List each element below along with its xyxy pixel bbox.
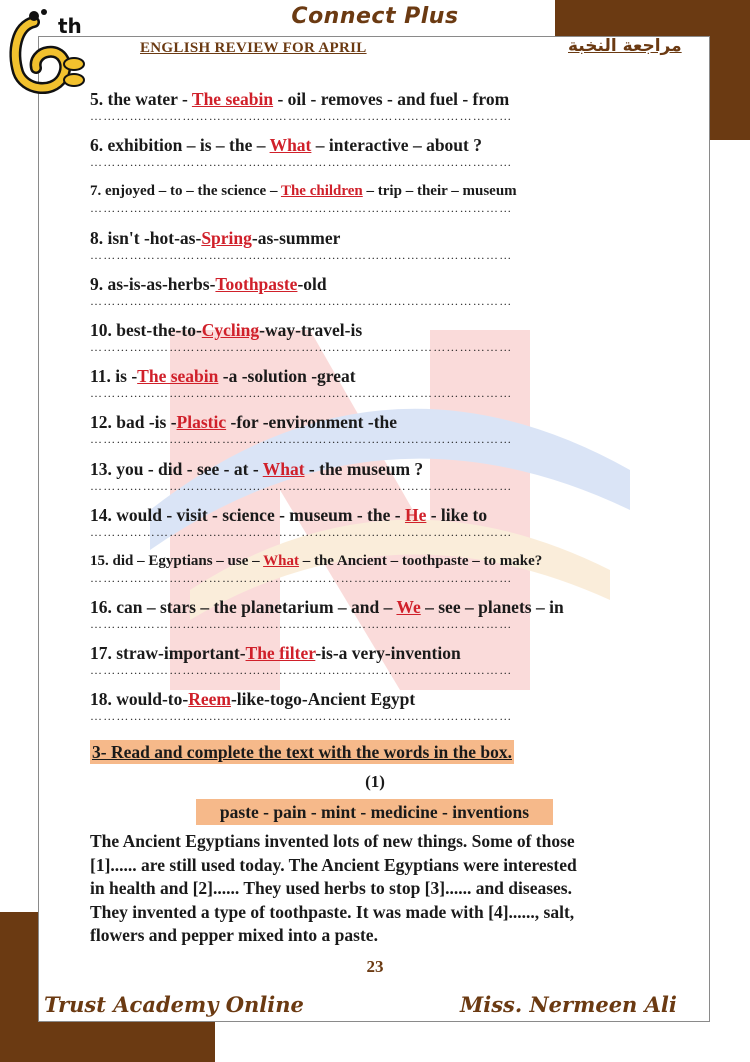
answer-text: Reem (188, 689, 231, 710)
question-item: 8. isn't -hot-as-Spring-as-summer …………………………………………………………………………………… (90, 227, 690, 273)
page-subtitle: ENGLISH REVIEW FOR APRIL (140, 40, 367, 56)
question-item: 12. bad -is -Plastic -for -environment -the …………………………………………………………………………………… (90, 411, 690, 457)
paragraph-line: flowers and pepper mixed into a paste. (90, 925, 378, 945)
answer-text: The seabin (191, 89, 274, 109)
answer-line: …………………………………………………………………………………… (90, 157, 513, 168)
reading-paragraph (90, 830, 690, 948)
answer-text: Plastic (176, 412, 227, 433)
section-title: 3- Read and complete the text with the words in the box. (92, 742, 512, 762)
answer-line: …………………………………………………………………………………… (90, 295, 513, 306)
answer-line: …………………………………………………………………………………… (90, 341, 513, 352)
answer-text: Toothpaste (215, 273, 298, 294)
answer-text: The filter (245, 643, 316, 664)
word-box: paste - pain - mint - medicine - inventions (196, 799, 553, 825)
question-item: 10. best-the-to-Cycling-way-travel-is …………………………………………………………………………………… (90, 319, 690, 365)
answer-line: …………………………………………………………………………………… (90, 434, 513, 445)
question-item: 9. as-is-as-herbs-Toothpaste-old …………………………………………………………………………………… (90, 273, 690, 319)
question-item: 5. the water - The seabin - oil - removes - and fuel - from …………………………………………………………………………………… (90, 88, 690, 134)
page-number: 23 (366, 957, 384, 976)
answer-line: …………………………………………………………………………………… (90, 526, 513, 537)
answer-line: …………………………………………………………………………………… (90, 249, 513, 260)
answer-text: We (396, 597, 421, 618)
answer-line: …………………………………………………………………………………… (90, 665, 513, 676)
question-item: 7. enjoyed – to – the science – The children – trip – their – museum …………………………………………………………………………………… (90, 180, 690, 226)
question-item: 13. you - did - see - at - What - the museum ? …………………………………………………………………………………… (90, 458, 690, 504)
answer-text: Spring (201, 227, 252, 248)
questions-list (90, 88, 690, 735)
answer-text: Cycling (201, 319, 260, 340)
logo-grade-label: th (58, 14, 82, 38)
answer-line: …………………………………………………………………………………… (90, 619, 513, 630)
question-item: 11. is -The seabin -a -solution -great …………………………………………………………………………………… (90, 365, 690, 411)
question-item: 17. straw-important-The filter-is-a very-invention …………………………………………………………………………………… (90, 642, 690, 688)
paragraph-line: They invented a type of toothpaste. It was made with [4]......, salt, (90, 901, 575, 922)
answer-line: …………………………………………………………………………………… (90, 203, 513, 214)
question-item: 15. did – Egyptians – use – What – the Ancient – toothpaste – to make? …………………………………………………………………………………… (90, 552, 543, 583)
answer-text: What (269, 135, 312, 156)
question-item: 6. exhibition – is – the – What – interactive – about ? …………………………………………………………………………………… (90, 134, 690, 180)
arabic-title: مراجعة النخبة (568, 36, 682, 56)
answer-line: …………………………………………………………………………………… (90, 711, 513, 722)
question-item: 16. can – stars – the planetarium – and – We – see – planets – in …………………………………………………………………………………… (90, 597, 564, 630)
answer-text: The children (280, 183, 363, 200)
question-item: 18. would-to-Reem-like-togo-Ancient Egypt …………………………………………………………………………………… (90, 688, 690, 734)
paragraph-line: in health and [2]...... They used herbs to stop [3]...... and diseases. (90, 878, 572, 898)
brand-title: Connect Plus (291, 4, 459, 29)
answer-text: He (404, 504, 427, 525)
paragraph-line: The Ancient Egyptians invented lots of new things. Some of those (90, 831, 575, 851)
paragraph-line: [1]...... are still used today. The Ancient Egyptians were interested (90, 854, 577, 875)
exercise-number: (1) (365, 772, 385, 791)
answer-text: What (262, 458, 305, 479)
answer-line: …………………………………………………………………………………… (90, 388, 513, 399)
answer-text: The seabin (137, 366, 219, 387)
answer-line: …………………………………………………………………………………… (90, 111, 513, 121)
footer-teacher: Miss. Nermeen Ali (460, 992, 677, 1017)
answer-line: …………………………………………………………………………………… (90, 480, 513, 491)
answer-line: …………………………………………………………………………………… (90, 572, 513, 583)
question-item: 14. would - visit - science - museum - the - He - like to …………………………………………………………………………………… (90, 504, 690, 550)
answer-text: What (263, 552, 299, 569)
footer-academy: Trust Academy Online (44, 992, 304, 1017)
